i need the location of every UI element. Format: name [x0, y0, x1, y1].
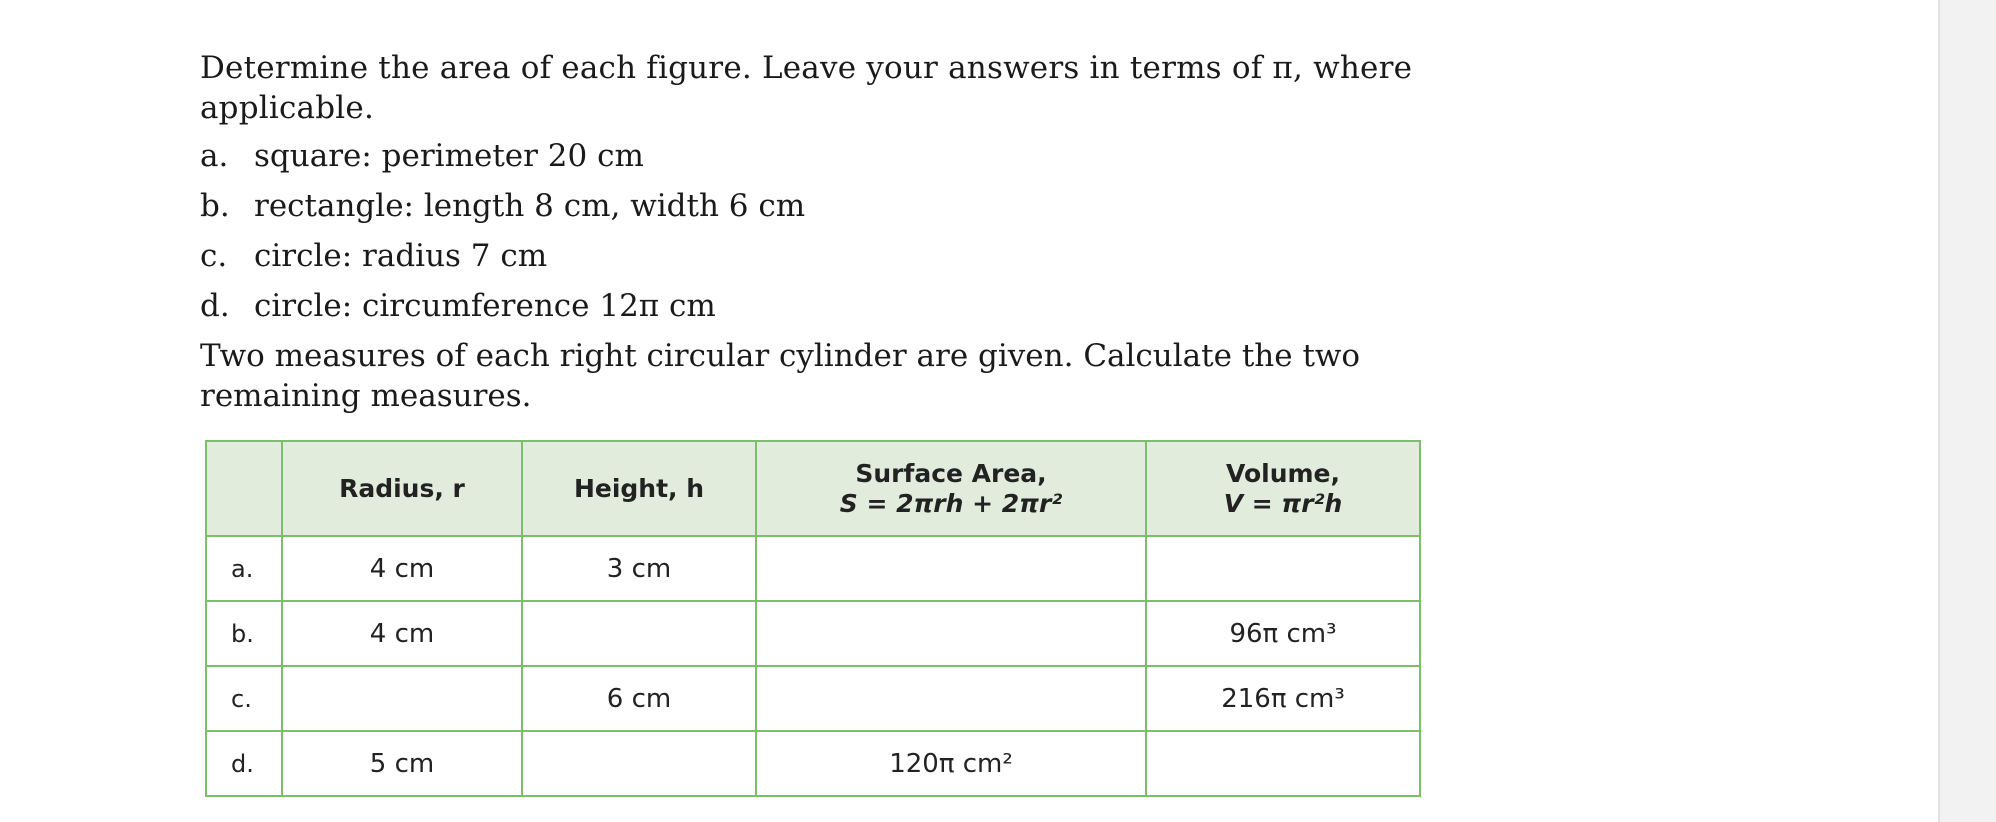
list-item — [200, 236, 1500, 276]
list-item-text: square: perimeter 20 cm — [254, 138, 644, 174]
cell-volume: 96π cm³ — [1146, 601, 1420, 666]
list-item — [200, 286, 1500, 326]
cell-surface-area: 120π cm² — [756, 731, 1146, 796]
header-surface-title: Surface Area, — [855, 458, 1047, 488]
list-item-letter: a. — [200, 138, 229, 174]
cell-surface-area — [756, 536, 1146, 601]
row-label: d. — [206, 731, 282, 796]
cell-radius: 4 cm — [282, 601, 522, 666]
table-row — [206, 536, 1420, 601]
cell-volume — [1146, 731, 1420, 796]
cell-volume: 216π cm³ — [1146, 666, 1420, 731]
table-row — [206, 731, 1420, 796]
header-surface-formula: S = 2πrh + 2πr² — [839, 488, 1063, 518]
area-items-list — [200, 136, 1500, 326]
list-item-letter: c. — [200, 238, 228, 274]
cylinder-instructions-line2: remaining measures. — [200, 378, 532, 414]
list-item-text: circle: circumference 12π cm — [254, 288, 716, 324]
table-header-row — [206, 441, 1420, 536]
cylinder-instructions — [200, 336, 1500, 416]
list-item — [200, 136, 1500, 176]
header-surface-area — [756, 441, 1146, 536]
cylinder-table — [205, 440, 1421, 797]
cell-height: 6 cm — [522, 666, 756, 731]
area-instructions-line1: Determine the area of each figure. Leave your answers in terms of π, where — [200, 50, 1413, 86]
row-label: c. — [206, 666, 282, 731]
cell-radius: 4 cm — [282, 536, 522, 601]
row-label: b. — [206, 601, 282, 666]
list-item — [200, 186, 1500, 226]
header-volume-title: Volume, — [1225, 458, 1341, 488]
header-radius: Radius, r — [282, 441, 522, 536]
cell-surface-area — [756, 666, 1146, 731]
cylinder-instructions-line1: Two measures of each right circular cylinder are given. Calculate the two — [200, 338, 1361, 374]
header-height: Height, h — [522, 441, 756, 536]
cell-volume — [1146, 536, 1420, 601]
cell-height — [522, 601, 756, 666]
list-item-text: circle: radius 7 cm — [254, 238, 548, 274]
area-instructions-line2: applicable. — [200, 90, 375, 126]
row-label: a. — [206, 536, 282, 601]
cell-height: 3 cm — [522, 536, 756, 601]
list-item-text: rectangle: length 8 cm, width 6 cm — [254, 188, 806, 224]
table-row — [206, 601, 1420, 666]
list-item-letter: b. — [200, 188, 230, 224]
viewer-scrollbar-track[interactable] — [1938, 0, 1996, 822]
cell-height — [522, 731, 756, 796]
area-instructions — [200, 48, 1500, 128]
list-item-letter: d. — [200, 288, 230, 324]
cell-radius: 5 cm — [282, 731, 522, 796]
header-volume — [1146, 441, 1420, 536]
header-blank — [206, 441, 282, 536]
cell-surface-area — [756, 601, 1146, 666]
cell-radius — [282, 666, 522, 731]
header-volume-formula: V = πr²h — [1223, 488, 1343, 518]
table-row — [206, 666, 1420, 731]
worksheet-content — [200, 48, 1500, 416]
